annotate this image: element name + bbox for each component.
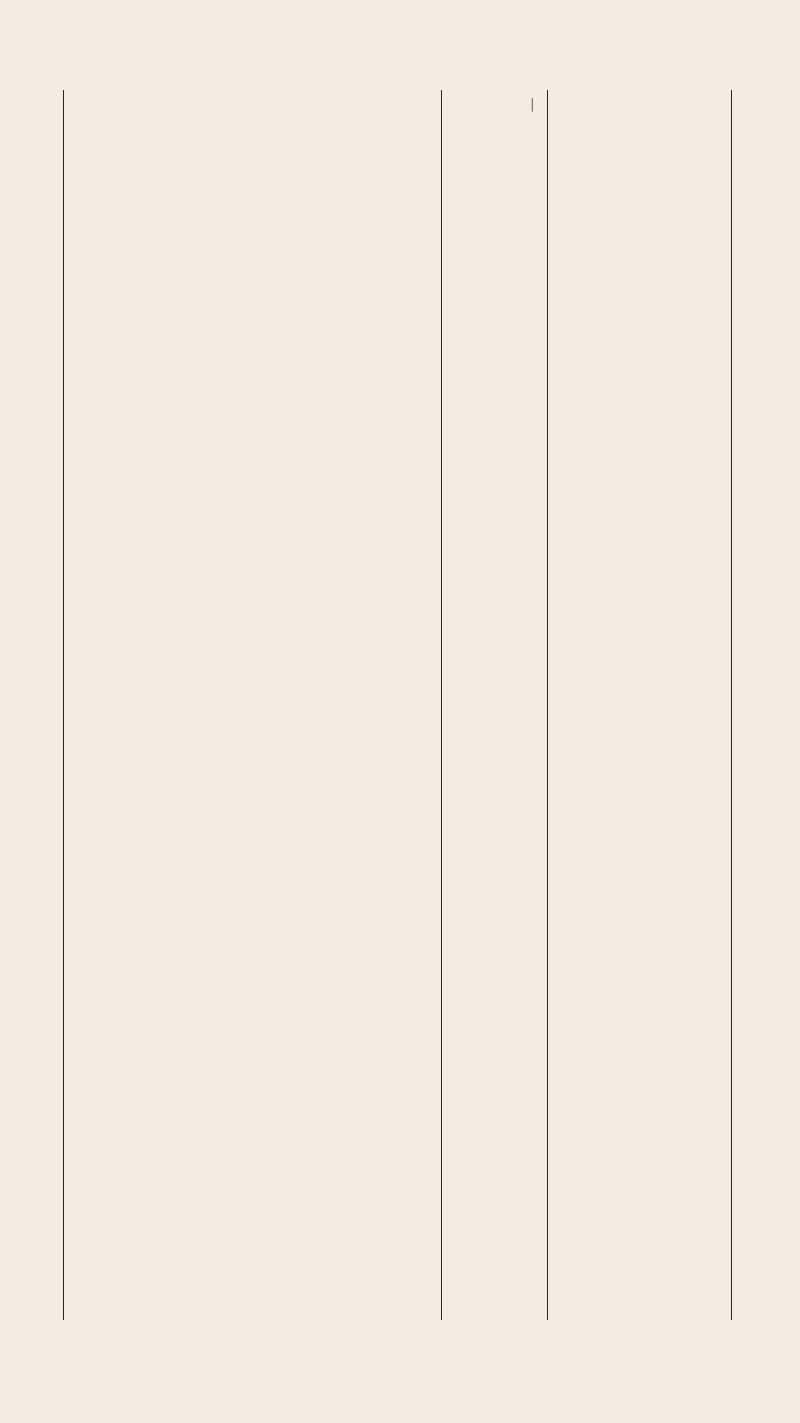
top-rule [731, 90, 732, 1320]
rotated-table-sheet [50, 90, 750, 1320]
note-label: — [526, 98, 541, 112]
bottom-rule [63, 90, 64, 1320]
note-paragraph [472, 98, 542, 1308]
section-divider-bottom [441, 90, 442, 1320]
section-divider-top [547, 90, 548, 1320]
